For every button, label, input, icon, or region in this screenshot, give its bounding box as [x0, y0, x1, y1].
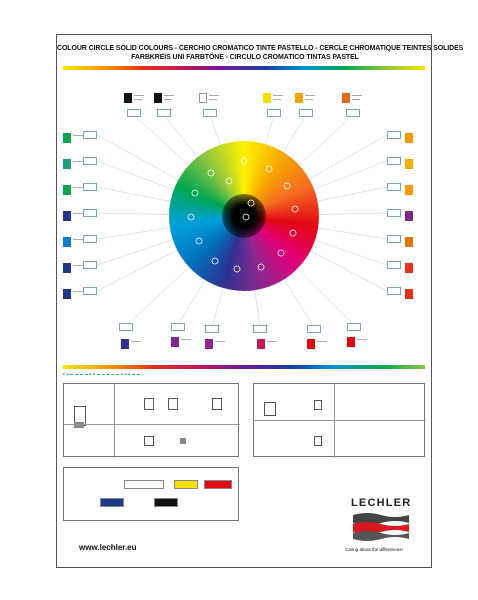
colour-wheel [169, 141, 319, 291]
swatch-blue [100, 498, 124, 507]
title-line-2: FARBKREIS UNI FARBTÖNE - CIRCULO CROMATICO TINTAS PASTEL [131, 54, 359, 61]
swatch-black [154, 498, 178, 507]
website-url[interactable]: www.lechler.eu [79, 543, 137, 552]
divider [64, 424, 240, 425]
divider [334, 384, 335, 458]
divider [254, 420, 426, 421]
title-line-1: COLOUR CIRCLE SOLID COLOURS - CERCHIO CROMATICO TINTE PASTELLO - CERCLE CHROMATIQUE TEINTES SOLIDES [57, 45, 464, 52]
instruction-panel-left [63, 383, 239, 457]
container-icon [314, 400, 322, 410]
container-icon [212, 398, 222, 410]
divider [114, 384, 115, 458]
brand-name: LECHLER [351, 497, 412, 509]
tagline: Caring about the differences! [345, 547, 403, 552]
wheel-markers [169, 141, 319, 291]
container-icon [144, 436, 154, 446]
container-icon [314, 436, 322, 446]
swatch-red [204, 480, 232, 489]
legend-line: ■ ■ ▬ ▬ ▬ ▬ ■ ■ ▬ ▬ ▬ ▬ ▬ ■ ■ ■ ▬ ▬ [63, 372, 141, 376]
instruction-panel-right [253, 383, 425, 457]
lechler-logo-icon [353, 511, 409, 541]
container-fill [74, 422, 84, 428]
swatch-table [63, 467, 239, 521]
container-fill [180, 438, 186, 444]
colour-circle-sheet [56, 34, 464, 568]
container-icon [168, 398, 178, 410]
bottom-rainbow-bar [63, 365, 425, 369]
container-icon [144, 398, 154, 410]
swatch-yellow [174, 480, 198, 489]
swatch-white [124, 480, 164, 489]
container-icon [264, 402, 276, 416]
